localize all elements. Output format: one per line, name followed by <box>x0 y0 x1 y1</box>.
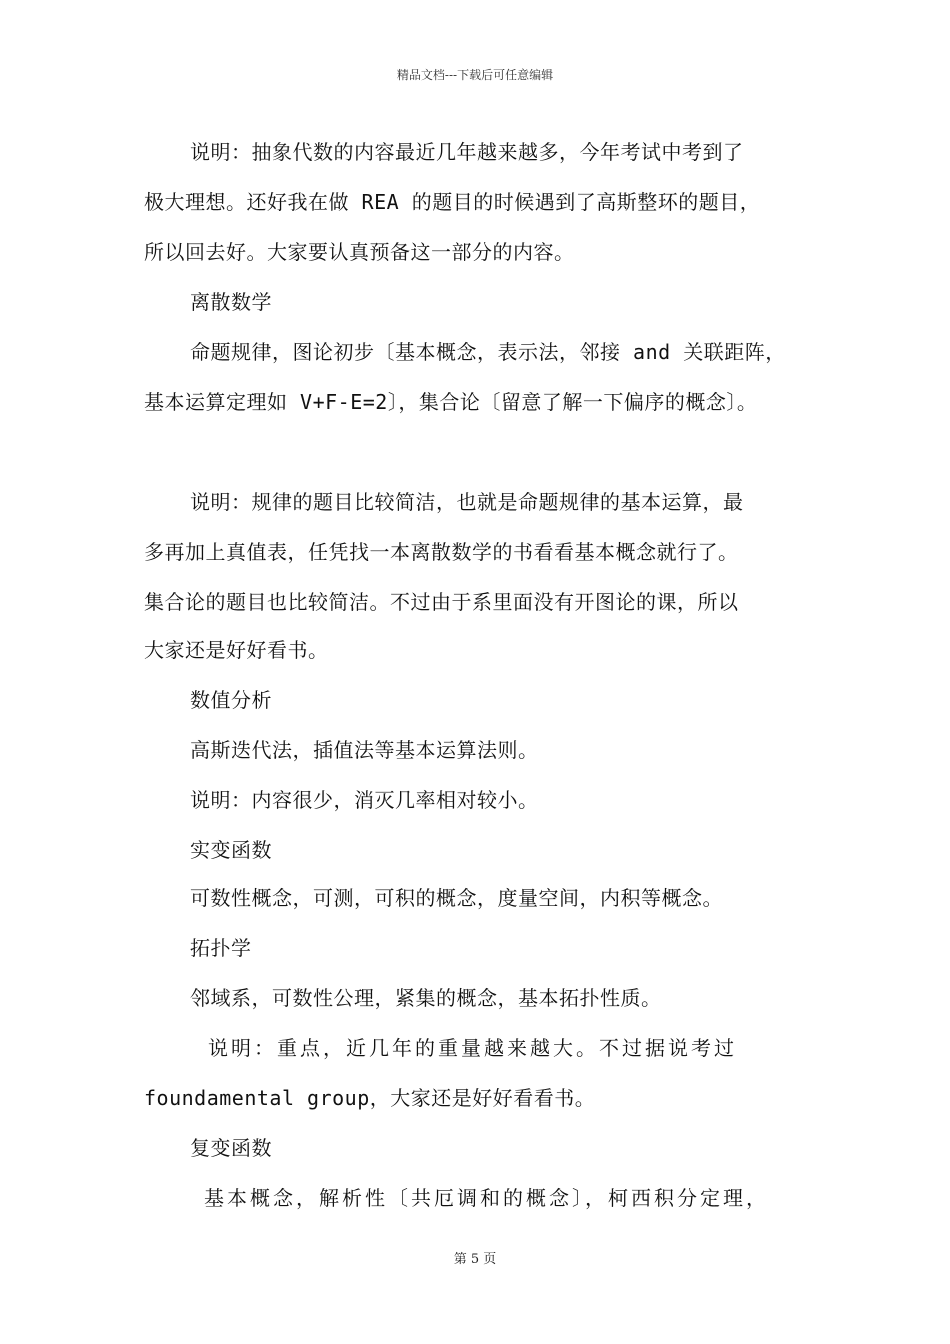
paragraph-line: 高斯迭代法，插值法等基本运算法则。 <box>190 738 539 762</box>
section-heading: 数值分析 <box>190 688 272 712</box>
section-heading: 拓扑学 <box>190 936 252 960</box>
page-number: 第 5 页 <box>453 1252 497 1267</box>
paragraph-line: 极大理想。还好我在做 REA 的题目的时候遇到了高斯整环的题目， <box>144 190 761 214</box>
paragraph-line: 可数性概念，可测，可积的概念，度量空间，内积等概念。 <box>190 886 723 910</box>
paragraph-line: 大家还是好好看书。 <box>144 638 329 662</box>
paragraph-line: 说明：重点，近几年的重量越来越大。不过据说考过 <box>208 1036 737 1060</box>
page-header: 精品文档---下载后可任意编辑 <box>396 68 554 82</box>
section-heading: 复变函数 <box>190 1136 272 1160</box>
paragraph-line: 基本概念，解析性〔共厄调和的概念〕，柯西积分定理， <box>204 1186 769 1210</box>
paragraph-line: 命题规律，图论初步〔基本概念，表示法，邻接 and 关联距阵， <box>190 340 786 364</box>
paragraph-line: 集合论的题目也比较简洁。不过由于系里面没有开图论的课，所以 <box>144 590 739 614</box>
paragraph-line: 说明：规律的题目比较简洁，也就是命题规律的基本运算，最 <box>190 490 744 514</box>
paragraph-line: 所以回去好。大家要认真预备这一部分的内容。 <box>144 240 575 264</box>
section-heading: 离散数学 <box>190 290 272 314</box>
paragraph-line: 说明：内容很少，消灭几率相对较小。 <box>190 788 539 812</box>
paragraph-line: foundamental group，大家还是好好看看书。 <box>144 1086 596 1110</box>
section-heading: 实变函数 <box>190 838 272 862</box>
paragraph-line: 基本运算定理如 V+F-E=2〕，集合论〔留意了解一下偏序的概念〕。 <box>144 390 758 414</box>
paragraph-line: 邻域系，可数性公理，紧集的概念，基本拓扑性质。 <box>190 986 662 1010</box>
paragraph-line: 多再加上真值表，任凭找一本离散数学的书看看基本概念就行了。 <box>144 540 739 564</box>
paragraph-line: 说明：抽象代数的内容最近几年越来越多，今年考试中考到了 <box>190 140 744 164</box>
